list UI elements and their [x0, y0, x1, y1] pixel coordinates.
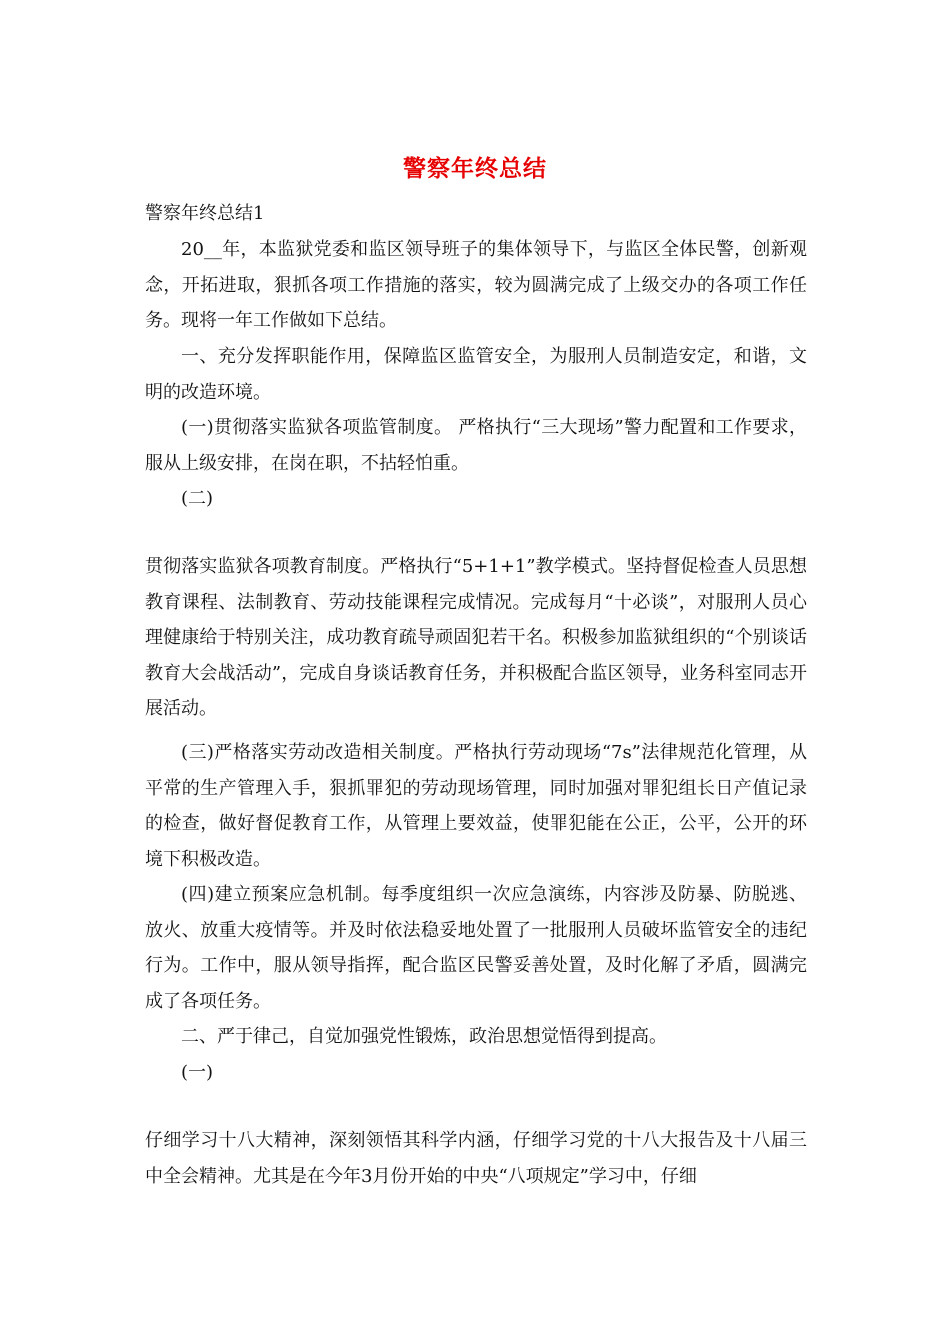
section-heading: 警察年终总结1: [145, 203, 265, 224]
paragraph-intro: 20__年，本监狱党委和监区领导班子的集体领导下，与监区全体民警，创新观念，开拓进取，狠抓各项工作措施的落实，较为圆满完成了上级交办的各项工作任务。现将一年工作做如下总结。: [145, 239, 807, 331]
paragraph-section-one: 一、充分发挥职能作用，保障监区监管安全，为服刑人员制造安定，和谐，文明的改造环境。: [145, 346, 807, 403]
paragraph-item-2-1-label: (一): [181, 1062, 214, 1083]
paragraph-item-3: (三)严格落实劳动改造相关制度。严格执行劳动现场“7s”法律规范化管理，从平常的生产管理入手，狠抓罪犯的劳动现场管理，同时加强对罪犯组长日产值记录的检查，做好督促教育工作，从管理上要效益，使罪犯能在公正，公平，公开的环境下积极改造。: [145, 742, 807, 870]
paragraph-item-2-1: 仔细学习十八大精神，深刻领悟其科学内涵，仔细学习党的十八大报告及十八届三中全会精神。尤其是在今年3月份开始的中央“八项规定”学习中，仔细: [145, 1130, 807, 1187]
paragraph-section-two: 二、严于律己，自觉加强党性锻炼，政治思想觉悟得到提高。: [181, 1026, 667, 1047]
paragraph-item-4: (四)建立预案应急机制。每季度组织一次应急演练，内容涉及防暴、防脱逃、放火、放重大疫情等。并及时依法稳妥地处置了一批服刑人员破坏监管安全的违纪行为。工作中，服从领导指挥，配合监区民警妥善处置，及时化解了矛盾，圆满完成了各项任务。: [145, 884, 807, 1012]
paragraph-item-1: (一)贯彻落实监狱各项监管制度。 严格执行“三大现场”警力配置和工作要求，服从上级安排，在岗在职，不拈轻怕重。: [145, 417, 807, 474]
paragraph-item-2-label: (二): [181, 488, 214, 509]
document-title: 警察年终总结: [403, 155, 547, 182]
paragraph-item-2: 贯彻落实监狱各项教育制度。严格执行“5+1+1”教学模式。坚持督促检查人员思想教育课程、法制教育、劳动技能课程完成情况。完成每月“十必谈”，对服刑人员心理健康给于特别关注，成功教育疏导顽固犯若干名。积极参加监狱组织的“个别谈话教育大会战活动”，完成自身谈话教育任务，并积极配合监区领导，业务科室同志开展活动。: [145, 556, 807, 719]
